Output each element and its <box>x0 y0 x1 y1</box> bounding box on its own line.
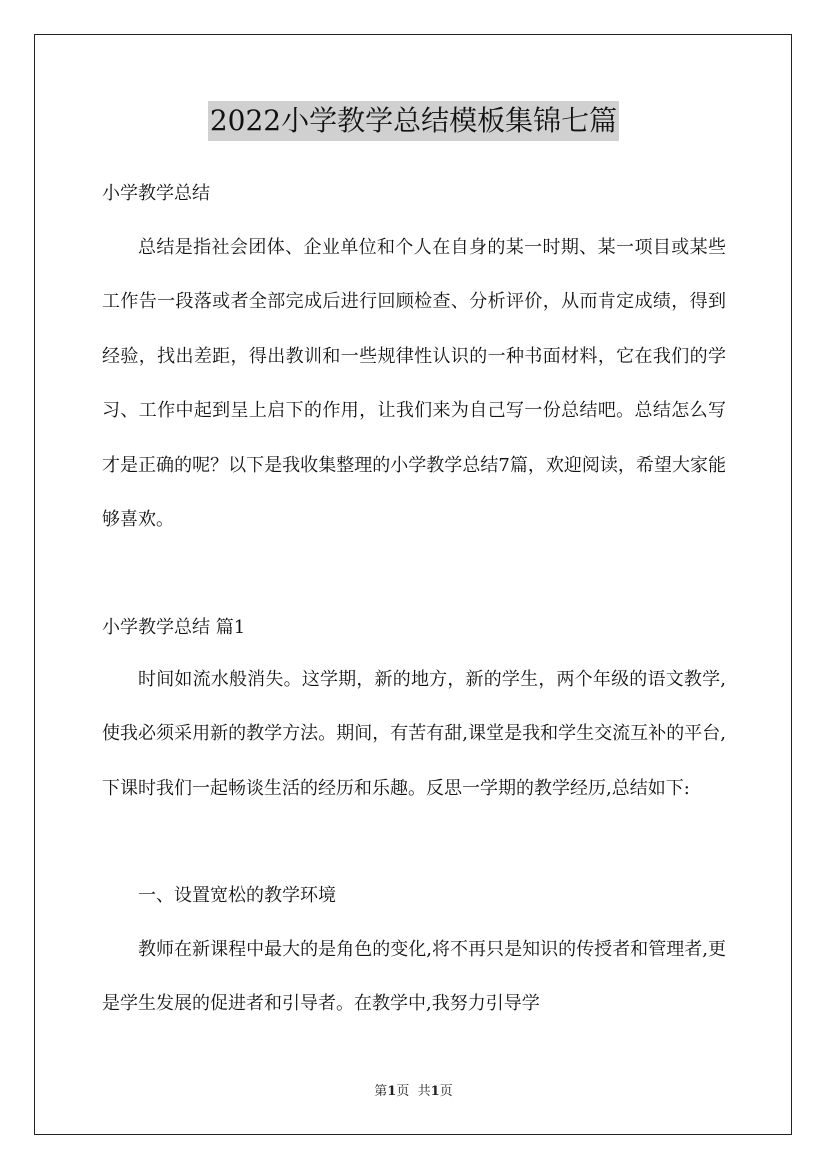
footer-total-prefix: 共 <box>417 1084 431 1099</box>
section-heading-summary: 小学教学总结 <box>102 183 210 204</box>
body-paragraph-1: 时间如流水般消失。这学期，新的地方，新的学生，两个年级的语文教学,使我必须采用新的教学方法。期间，有苦有甜,课堂是我和学生交流互补的平台,下课时我们一起畅谈生活的经历和乐趣。反思一学期的教学经历,总结如下: <box>102 669 726 799</box>
footer-prefix: 第 <box>374 1084 388 1099</box>
intro-paragraph: 总结是指社会团体、企业单位和个人在自身的某一时期、某一项目或某些工作告一段落或者全部完成后进行回顾检查、分析评价，从而肯定成绩，得到经验，找出差距，得出教训和一些规律性认识的一种书面材料，它在我们的学习、工作中起到呈上启下的作用，让我们来为自己写一份总结吧。总结怎么写才是正确的呢？以下是我收集整理的小学教学总结7篇，欢迎阅读，希望大家能够喜欢。 <box>102 237 726 531</box>
footer-total-label: 页 <box>439 1084 453 1099</box>
footer-page-current: 1 <box>387 1084 397 1099</box>
document-title: 2022小学教学总结模板集锦七篇 <box>208 101 619 141</box>
page-footer <box>0 1083 827 1101</box>
subheading-environment: 一、设置宽松的教学环境 <box>138 885 336 906</box>
footer-page-label: 页 <box>396 1084 410 1099</box>
section-heading-part1: 小学教学总结 篇1 <box>102 617 246 638</box>
footer-page-total: 1 <box>430 1084 440 1099</box>
title-container <box>0 101 827 141</box>
body-paragraph-2: 教师在新课程中最大的是角色的变化,将不再只是知识的传授者和管理者,更是学生发展的促进者和引导者。在教学中,我努力引导学 <box>102 939 726 1015</box>
